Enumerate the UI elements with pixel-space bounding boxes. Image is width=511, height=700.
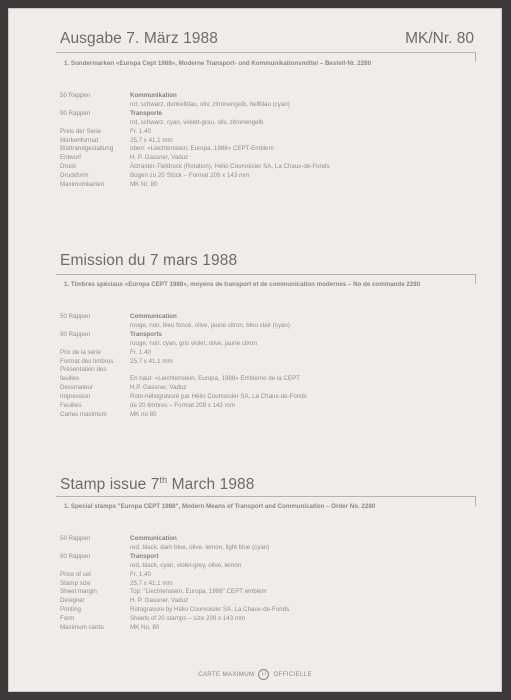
spec-value-text: rot, schwarz, cyan, violett-grau, oliv, zitronengelb [130, 118, 264, 126]
spec-value-text: 25,7 x 41,1 mm [130, 579, 173, 587]
spec-value-text: MK no 80 [130, 410, 157, 418]
spec-value-text: Fr. 1.40 [130, 348, 151, 356]
spec-label: Druckform [60, 172, 89, 180]
spec-value [130, 154, 188, 162]
spec-row [60, 588, 470, 596]
spec-value-text: Fr. 1.40 [130, 127, 151, 135]
footer-left: CARTE MAXIMUM [198, 671, 255, 679]
spec-value [130, 606, 289, 614]
footer-right: OFFICIELLE [273, 671, 312, 679]
heading-english-rest: March 1988 [167, 476, 255, 494]
spec-row [60, 128, 470, 136]
spec-value [130, 331, 162, 339]
spec-value-text: 25,7 x 41,1 mm [130, 357, 173, 365]
spec-value-bold: Transports [130, 330, 162, 338]
heading-german: Ausgabe 7. März 1988 [60, 30, 218, 47]
rule-english-vertical [475, 496, 476, 506]
spec-value [130, 340, 257, 348]
spec-value-text: 25,7 x 41,1 mm [130, 136, 173, 144]
heading-english [60, 475, 255, 494]
spec-value-text: de 20 timbres – Format 209 x 143 mm [130, 402, 235, 409]
spec-row [60, 615, 470, 623]
spec-label: Format des timbres [60, 357, 114, 365]
spec-value [130, 137, 173, 145]
spec-label: Dessinateur [60, 384, 94, 392]
spec-label: Markenformat [60, 136, 99, 144]
spec-label: Maximum cards [60, 624, 104, 631]
spec-row [60, 119, 470, 127]
spec-row [60, 411, 470, 419]
spec-value-text: red, black, cyan, violet-grey, olive, lemon [130, 561, 242, 569]
spec-row [60, 172, 470, 180]
spec-label: Stamp size [60, 579, 91, 587]
spec-value [130, 119, 263, 127]
spec-value [130, 181, 158, 189]
heading-english-main: Stamp issue 7 [60, 476, 160, 494]
subtitle-german: 1. Sondermarken «Europa Cept 1988», Moderne Transport- und Kommunikationsmittel – Bestell-Nr. 2280 [64, 60, 372, 67]
spec-label: Présentation des [60, 366, 107, 374]
spec-value [130, 544, 269, 552]
spec-label: 90 Rappen [60, 330, 91, 338]
spec-value [130, 92, 177, 100]
spec-value-text: Roto-héliogravuré par Hélio Courvoisier SA, La Chaux-de-Fonds [130, 393, 307, 401]
spec-row [60, 181, 470, 189]
spec-value [130, 375, 300, 383]
spec-value-text: rouge, noir, cyan, gris violet, olive, jaune citron [130, 339, 257, 347]
spec-row [60, 580, 470, 588]
spec-label: Printing [60, 606, 81, 614]
spec-row [60, 402, 470, 410]
spec-value-text: H. P. Gassner, Vaduz [130, 154, 189, 162]
spec-row [60, 110, 470, 118]
spec-row [60, 606, 470, 614]
spec-label: Maximumkarten [60, 181, 105, 188]
spec-value [130, 384, 187, 392]
spec-label: Cartes maximum [60, 410, 107, 418]
spec-row [60, 562, 470, 570]
spec-value-bold: Transport [130, 552, 159, 560]
spec-row [60, 163, 470, 171]
subtitle-english: 1. Special stamps "Europa CEPT 1988", Modern Means of Transport and Communication – Order No. 2280 [64, 503, 376, 510]
document-card [8, 8, 502, 692]
spec-label: Druck [60, 163, 77, 171]
spec-label: Blattrandgestaltung [60, 145, 114, 153]
spec-value [130, 411, 156, 419]
spec-value [130, 172, 249, 180]
spec-row [60, 384, 470, 392]
spec-row [60, 597, 470, 605]
spec-value-text: Top: "Liechtenstein, Europa, 1988" CEPT emblem [130, 588, 267, 596]
spec-value [130, 624, 159, 632]
spec-value-text: Ätzraster-Tiefdruck (Rotation), Hélio Courvoisier SA, La Chaux-de-Fonds [130, 163, 330, 171]
spec-value [130, 588, 267, 596]
spec-value-bold: Communication [130, 535, 177, 542]
rule-english [56, 496, 476, 497]
spec-value-text: H.P. Gassner, Vaduz [130, 384, 187, 392]
spec-value [130, 535, 177, 543]
spec-row [60, 92, 470, 100]
spec-label: feuilles [60, 375, 80, 383]
spec-label: Prix de la série [60, 348, 101, 356]
spec-row [60, 313, 470, 321]
spec-label: Price of set [60, 570, 91, 578]
spec-value-text: Sheets of 20 stamps – size 209 x 143 mm [130, 615, 246, 623]
subtitle-french: 1. Timbres spéciaux «Europa CEPT 1988», moyens de transport et de communication modernes – No de commande 2280 [64, 281, 421, 288]
mk-number: MK/Nr. 80 [405, 30, 474, 47]
spec-value [130, 322, 290, 330]
spec-row [60, 535, 470, 543]
spec-value-text: Bogen zu 20 Stück – Format 209 x 143 mm [130, 172, 250, 180]
spec-label: 50 Rappen [60, 535, 91, 542]
footer-logo-icon: LI [258, 669, 269, 680]
spec-value [130, 402, 235, 410]
spec-row [60, 154, 470, 162]
spec-label: 50 Rappen [60, 313, 91, 320]
spec-value-text: oben: «Liechtenstein, Europa, 1988» CEPT-Emblem [130, 145, 274, 153]
spec-row [60, 322, 470, 330]
spec-value [130, 101, 290, 109]
spec-value-bold: Transporte [130, 109, 162, 117]
spec-row [60, 624, 470, 632]
spec-value [130, 110, 162, 118]
spec-row [60, 331, 470, 339]
rule-german [56, 52, 476, 53]
spec-value-text: En haut: «Liechtenstein, Europa, 1988» Emblème de la CEPT [130, 375, 300, 383]
spec-value-text: H. P. Gassner, Vaduz [130, 597, 189, 605]
spec-value-bold: Communication [130, 313, 177, 320]
spec-label: 90 Rappen [60, 109, 91, 117]
spec-value-text: Fr. 1.40 [130, 570, 151, 578]
footer [8, 669, 502, 680]
spec-value [130, 562, 241, 570]
spec-value [130, 580, 173, 588]
spec-label: Preis der Serie [60, 127, 101, 135]
spec-row [60, 137, 470, 145]
spec-value [130, 128, 151, 136]
spec-value [130, 163, 330, 171]
rule-french [56, 274, 476, 275]
rule-german-vertical [475, 52, 476, 62]
spec-value-text: MK Nr. 80 [130, 181, 158, 188]
spec-value-text: red, black, dark blue, olive, lemon, light blue (cyan) [130, 543, 270, 551]
heading-english-sup: th [159, 475, 168, 485]
spec-value-bold: Kommunikation [130, 92, 177, 99]
spec-row [60, 375, 470, 383]
spec-value-text: MK No. 80 [130, 624, 160, 631]
spec-value-text: Rotogravure by Hélio Courvoisier SA, La Chaux-de-Fonds [130, 606, 290, 614]
spec-row [60, 366, 470, 374]
spec-row [60, 145, 470, 153]
spec-row [60, 358, 470, 366]
spec-value-text: rouge, noir, bleu foncé, olive, jaune citron, bleu clair (cyan) [130, 321, 290, 329]
spec-label: Feuilles [60, 402, 82, 409]
heading-french: Emission du 7 mars 1988 [60, 252, 238, 269]
spec-row [60, 571, 470, 579]
spec-row [60, 553, 470, 561]
spec-value [130, 597, 188, 605]
spec-value [130, 349, 151, 357]
spec-row [60, 544, 470, 552]
spec-label: Form [60, 615, 75, 623]
spec-value [130, 145, 274, 153]
spec-label: Entwurf [60, 154, 81, 162]
spec-value [130, 358, 173, 366]
spec-row [60, 340, 470, 348]
spec-label: Impression [60, 393, 91, 401]
spec-value [130, 313, 177, 321]
spec-value [130, 615, 245, 623]
spec-value-text: rot, schwarz, dunkelblau, oliv, zitronengelb, hellblau (cyan) [130, 100, 290, 108]
spec-row [60, 349, 470, 357]
spec-row [60, 101, 470, 109]
spec-row [60, 393, 470, 401]
spec-value [130, 571, 151, 579]
spec-label: 90 Rappen [60, 552, 91, 560]
spec-label: 50 Rappen [60, 92, 91, 99]
spec-value [130, 553, 159, 561]
rule-french-vertical [475, 274, 476, 284]
spec-label: Designer [60, 597, 85, 605]
spec-label: Sheet margin [60, 588, 97, 596]
spec-value [130, 393, 307, 401]
